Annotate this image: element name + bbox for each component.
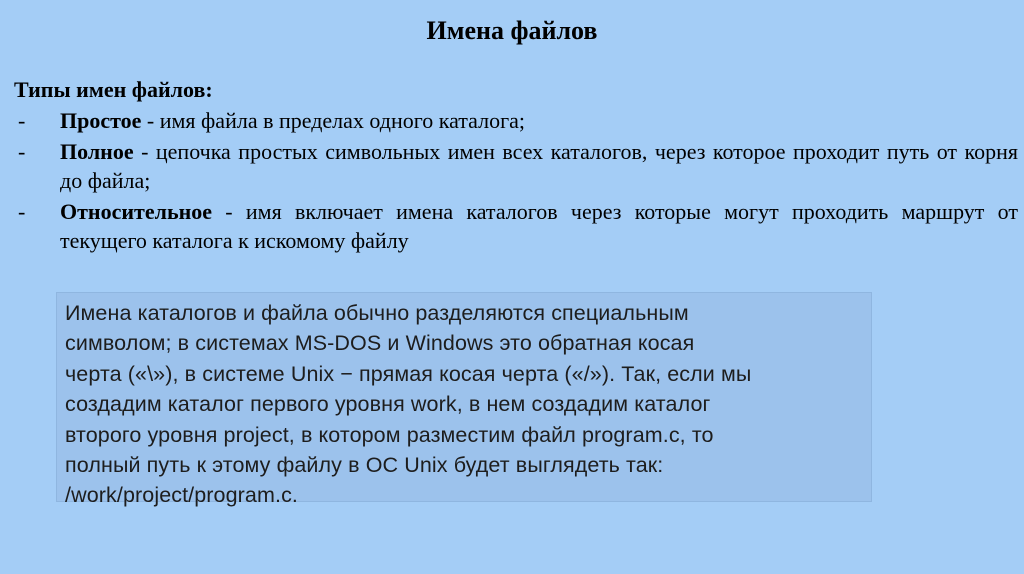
info-box-line: символом; в системах MS-DOS и Windows это обратная косая xyxy=(65,331,695,356)
type-text: - имя файла в пределах одного каталога; xyxy=(141,108,525,133)
info-box-line: черта («\»), в системе Unix − прямая косая черта («/»). Так, если мы xyxy=(65,361,752,386)
info-box-line: полный путь к этому файлу в ОС Unix будет выглядеть так: xyxy=(65,453,664,478)
type-text: - цепочка простых символьных имен всех каталогов, через которое проходит путь от корня до файла; xyxy=(60,139,1018,193)
list-dash: - xyxy=(18,139,26,164)
type-term: Относительное xyxy=(60,199,213,224)
info-box-line: /work/project/program.c. xyxy=(65,483,298,508)
type-item-relative xyxy=(14,197,1018,255)
type-text: - имя включает имена каталогов через которые могут проходить маршрут от текущего каталога к искомому файлу xyxy=(60,199,1018,253)
info-box-line: второго уровня project, в котором разместим файл program.c, то xyxy=(65,422,714,447)
type-item-simple xyxy=(14,106,1018,135)
type-description xyxy=(60,197,1018,255)
types-heading: Типы имен файлов: xyxy=(14,77,213,102)
type-description xyxy=(60,137,1018,195)
file-name-types-list xyxy=(14,106,1018,257)
info-box-line: Имена каталогов и файла обычно разделяются специальным xyxy=(65,301,689,325)
slide-title: Имена файлов xyxy=(426,16,598,45)
type-term: Полное xyxy=(60,139,134,164)
type-description xyxy=(60,106,1018,135)
list-dash: - xyxy=(18,108,26,133)
type-item-full xyxy=(14,137,1018,195)
path-separator-info-box xyxy=(56,292,872,508)
list-dash: - xyxy=(18,199,26,224)
info-box-line: создадим каталог первого уровня work, в нем создадим каталог xyxy=(65,392,711,417)
type-term: Простое xyxy=(60,108,142,133)
